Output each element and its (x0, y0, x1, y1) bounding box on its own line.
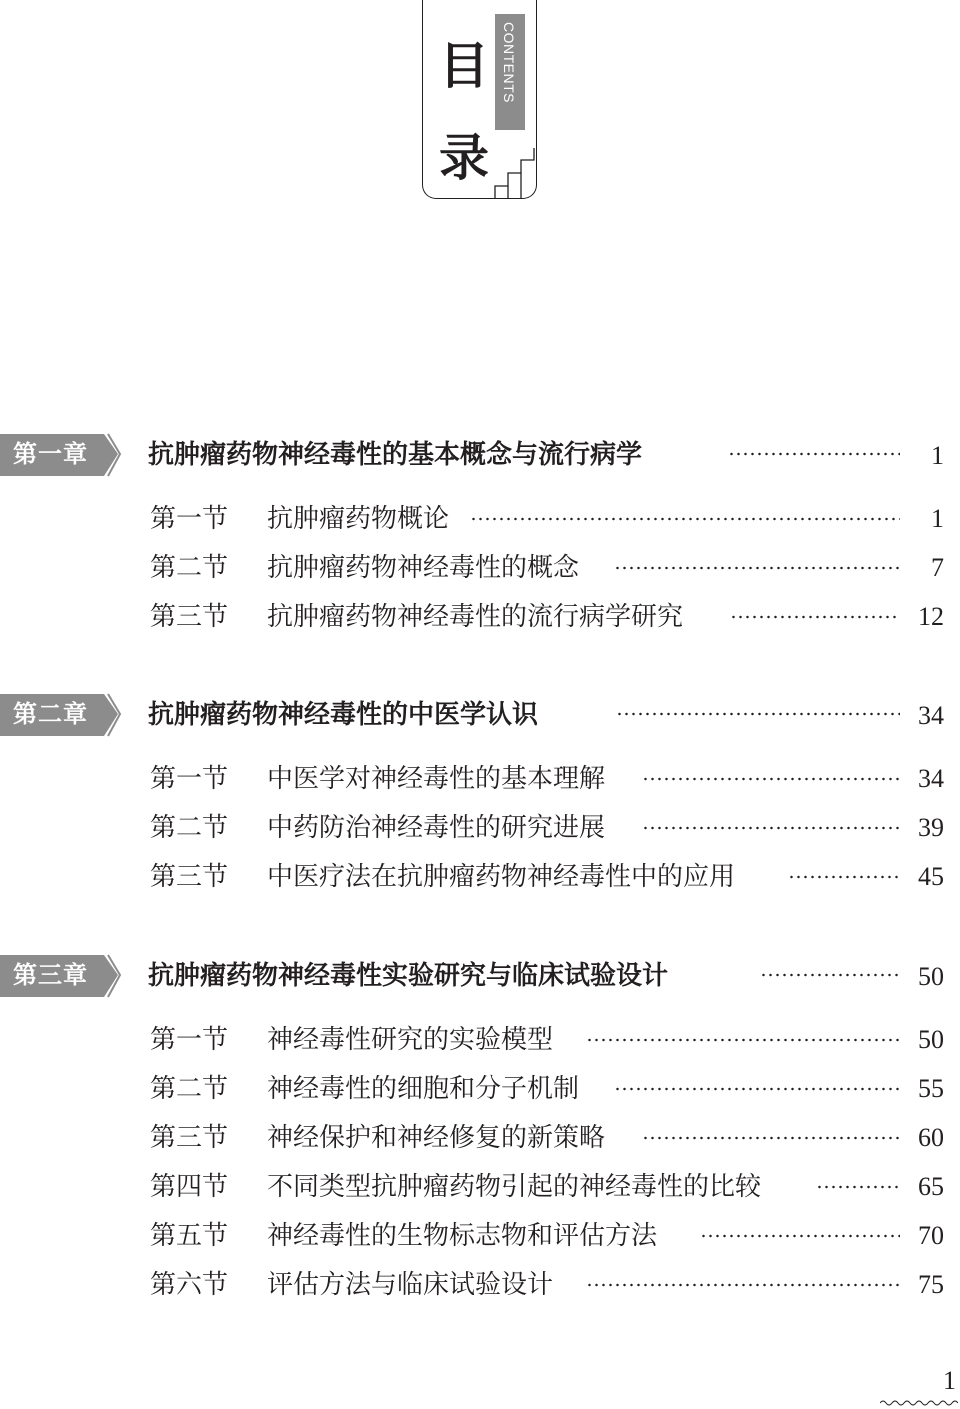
section-row[interactable] (0, 1266, 960, 1306)
section-page-number: 75 (918, 1270, 944, 1299)
section-title: 神经毒性的生物标志物和评估方法 (267, 1221, 658, 1251)
chapter-page-number: 1 (931, 441, 944, 470)
dot-leader (700, 1234, 900, 1238)
section-title: 抗肿瘤药物概论 (267, 504, 450, 534)
chapter-row[interactable] (0, 953, 960, 1003)
chapter-row[interactable] (0, 432, 960, 482)
chapter-title: 抗肿瘤药物神经毒性实验研究与临床试验设计 (148, 961, 669, 991)
page-folio: 1 (943, 1366, 956, 1395)
section-row[interactable] (0, 1217, 960, 1257)
chapter-title: 抗肿瘤药物神经毒性的基本概念与流行病学 (148, 440, 643, 470)
chapter-page-number: 50 (918, 962, 944, 991)
dot-leader (642, 826, 900, 830)
steps-decoration-icon (423, 0, 538, 199)
section-title: 抗肿瘤药物神经毒性的概念 (267, 553, 580, 583)
section-title: 评估方法与临床试验设计 (267, 1270, 554, 1300)
contents-header (422, 0, 537, 199)
section-number: 第三节 (150, 602, 229, 632)
dot-leader (788, 875, 900, 879)
section-number: 第一节 (150, 764, 229, 794)
header-title-char-1: 目 (439, 37, 489, 95)
dot-leader (728, 452, 900, 456)
contents-label: CONTENTS (501, 22, 517, 103)
section-number: 第一节 (150, 504, 229, 534)
section-number: 第五节 (150, 1221, 229, 1251)
dot-leader (760, 973, 900, 977)
section-page-number: 1 (931, 504, 944, 533)
chapter-page-number: 34 (918, 701, 944, 730)
dot-leader (816, 1185, 900, 1189)
chapter-row[interactable] (0, 692, 960, 742)
section-row[interactable] (0, 1070, 960, 1110)
wave-ornament-icon (880, 1398, 958, 1408)
dot-leader (586, 1283, 900, 1287)
dot-leader (470, 517, 900, 521)
section-number: 第三节 (150, 1123, 229, 1153)
dot-leader (642, 1136, 900, 1140)
section-page-number: 12 (918, 602, 944, 631)
section-row[interactable] (0, 858, 960, 898)
section-title: 神经毒性研究的实验模型 (267, 1025, 554, 1055)
section-title: 中医疗法在抗肿瘤药物神经毒性中的应用 (267, 862, 736, 892)
dot-leader (730, 615, 900, 619)
section-page-number: 55 (918, 1074, 944, 1103)
dot-leader (642, 777, 900, 781)
section-row[interactable] (0, 598, 960, 638)
section-title: 中药防治神经毒性的研究进展 (267, 813, 606, 843)
section-row[interactable] (0, 500, 960, 540)
section-page-number: 65 (918, 1172, 944, 1201)
section-title: 抗肿瘤药物神经毒性的流行病学研究 (267, 602, 684, 632)
chapter-title: 抗肿瘤药物神经毒性的中医学认识 (148, 700, 539, 730)
dot-leader (616, 712, 900, 716)
chapter-number: 第一章 (13, 440, 88, 468)
section-page-number: 50 (918, 1025, 944, 1054)
section-page-number: 70 (918, 1221, 944, 1250)
section-page-number: 39 (918, 813, 944, 842)
dot-leader (614, 566, 900, 570)
section-page-number: 60 (918, 1123, 944, 1152)
section-title: 神经毒性的细胞和分子机制 (267, 1074, 580, 1104)
section-page-number: 7 (931, 553, 944, 582)
section-row[interactable] (0, 809, 960, 849)
section-row[interactable] (0, 1119, 960, 1159)
section-number: 第二节 (150, 553, 229, 583)
section-row[interactable] (0, 1168, 960, 1208)
section-row[interactable] (0, 549, 960, 589)
section-title: 不同类型抗肿瘤药物引起的神经毒性的比较 (267, 1172, 762, 1202)
chapter-number: 第三章 (13, 961, 88, 989)
section-number: 第二节 (150, 1074, 229, 1104)
section-number: 第二节 (150, 813, 229, 843)
section-row[interactable] (0, 1021, 960, 1061)
section-row[interactable] (0, 760, 960, 800)
section-number: 第一节 (150, 1025, 229, 1055)
dot-leader (614, 1087, 900, 1091)
section-page-number: 34 (918, 764, 944, 793)
section-title: 神经保护和神经修复的新策略 (267, 1123, 606, 1153)
header-title-char-2: 录 (439, 129, 489, 187)
section-title: 中医学对神经毒性的基本理解 (267, 764, 606, 794)
section-page-number: 45 (918, 862, 944, 891)
section-number: 第三节 (150, 862, 229, 892)
section-number: 第六节 (150, 1270, 229, 1300)
dot-leader (586, 1038, 900, 1042)
section-number: 第四节 (150, 1172, 229, 1202)
chapter-number: 第二章 (13, 700, 88, 728)
